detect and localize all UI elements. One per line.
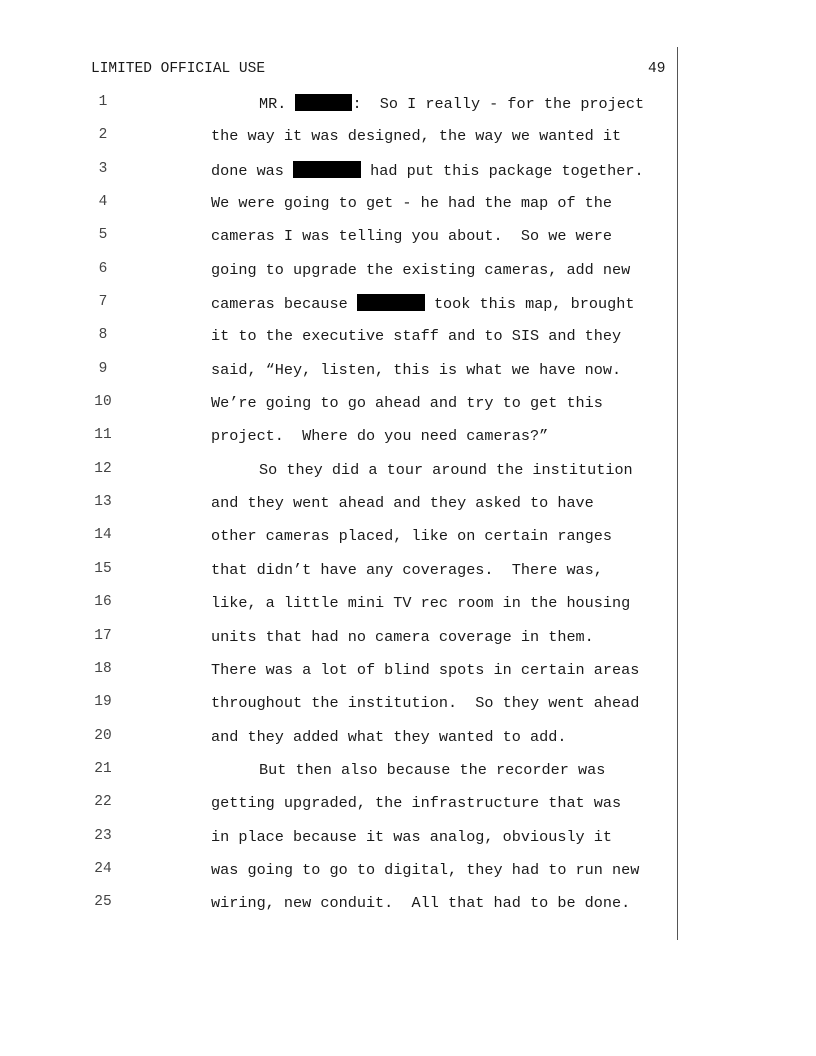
line-number: 25	[94, 894, 112, 911]
redaction-block	[357, 294, 425, 311]
line-number: 6	[98, 260, 108, 277]
line-text	[211, 294, 634, 313]
transcript-line	[0, 825, 816, 858]
line-number: 7	[98, 294, 108, 311]
transcript-line	[0, 658, 816, 691]
line-number: 9	[98, 360, 108, 377]
transcript-line	[0, 291, 816, 324]
transcript-line	[0, 124, 816, 157]
line-text	[259, 94, 644, 113]
line-text-segment: took this map, brought	[424, 295, 635, 314]
transcript-line	[0, 558, 816, 591]
transcript-line	[0, 591, 816, 624]
transcript-line	[0, 758, 816, 791]
transcript-line	[0, 691, 816, 724]
transcript-line	[0, 158, 816, 191]
line-text: it to the executive staff and to SIS and they	[211, 327, 622, 346]
line-number: 16	[94, 594, 112, 611]
line-text: in place because it was analog, obviously it	[211, 827, 613, 846]
transcript-line	[0, 791, 816, 824]
line-text: like, a little mini TV rec room in the housing	[211, 594, 631, 613]
line-number: 10	[94, 394, 112, 411]
page-number: 49	[648, 61, 666, 77]
line-number: 3	[98, 160, 108, 177]
line-text: going to upgrade the existing cameras, add new	[211, 260, 631, 279]
line-text: was going to go to digital, they had to run new	[211, 860, 640, 879]
line-text: So they did a tour around the institution	[259, 460, 633, 479]
line-text: But then also because the recorder was	[259, 760, 606, 779]
transcript-line	[0, 458, 816, 491]
line-number: 20	[94, 727, 112, 744]
line-number: 8	[98, 327, 108, 344]
transcript-line	[0, 424, 816, 457]
transcript-line	[0, 625, 816, 658]
line-number: 23	[94, 827, 112, 844]
transcript-line	[0, 224, 816, 257]
transcript-line	[0, 191, 816, 224]
line-text-segment: cameras because	[211, 295, 357, 314]
line-text: wiring, new conduit. All that had to be done.	[211, 894, 631, 913]
transcript-line	[0, 91, 816, 124]
line-number: 4	[98, 194, 108, 211]
line-text: project. Where do you need cameras?”	[211, 427, 549, 446]
line-number: 18	[94, 660, 112, 677]
line-text: We were going to get - he had the map of the	[211, 194, 613, 213]
transcript-line	[0, 891, 816, 924]
line-text: units that had no camera coverage in them.	[211, 627, 594, 646]
line-number: 13	[94, 494, 112, 511]
line-text: We’re going to go ahead and try to get this	[211, 394, 603, 413]
line-text: that didn’t have any coverages. There was,	[211, 560, 603, 579]
redaction-block	[293, 161, 361, 178]
redaction-block	[295, 94, 352, 111]
line-text-segment: MR.	[259, 95, 296, 113]
line-text-segment: done was	[211, 161, 294, 180]
line-number: 11	[94, 427, 112, 444]
line-number: 19	[94, 694, 112, 711]
transcript-line	[0, 725, 816, 758]
line-text: throughout the institution. So they went ahead	[211, 694, 640, 713]
line-text: getting upgraded, the infrastructure that was	[211, 794, 622, 813]
line-number: 1	[98, 94, 108, 110]
line-text: the way it was designed, the way we wanted it	[211, 127, 622, 146]
transcript-line	[0, 524, 816, 557]
transcript-line	[0, 324, 816, 357]
transcript-line	[0, 258, 816, 291]
line-number: 12	[94, 460, 112, 477]
line-text-segment: had put this package together.	[361, 161, 644, 180]
line-text	[211, 161, 644, 180]
line-text: and they added what they wanted to add.	[211, 727, 567, 746]
line-number: 17	[94, 627, 112, 644]
transcript-line	[0, 858, 816, 891]
line-number: 2	[98, 127, 108, 144]
page-header-classification: LIMITED OFFICIAL USE	[91, 61, 266, 77]
transcript-line	[0, 358, 816, 391]
transcript-body	[0, 91, 816, 925]
line-text: There was a lot of blind spots in certain areas	[211, 660, 640, 679]
line-number: 22	[94, 794, 112, 811]
line-number: 21	[94, 760, 112, 777]
line-text-segment: : So I really - for the project	[352, 95, 645, 113]
line-number: 5	[98, 227, 108, 244]
line-text: cameras I was telling you about. So we were	[211, 227, 613, 246]
line-text: and they went ahead and they asked to have	[211, 494, 594, 513]
line-number: 15	[94, 560, 112, 577]
transcript-line	[0, 491, 816, 524]
line-number: 14	[94, 527, 112, 544]
line-text: said, “Hey, listen, this is what we have now.	[211, 360, 622, 379]
line-number: 24	[94, 860, 112, 877]
line-text: other cameras placed, like on certain ranges	[211, 527, 613, 546]
transcript-line	[0, 391, 816, 424]
